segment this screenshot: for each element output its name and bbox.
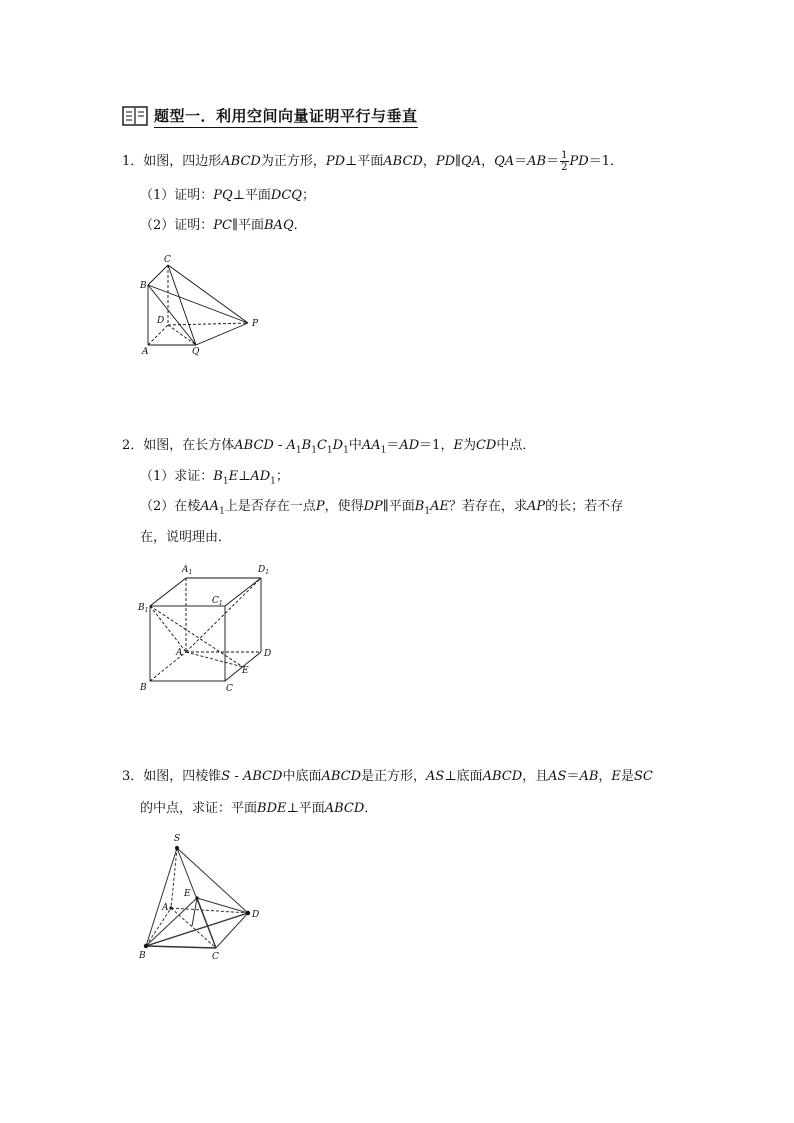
label-A1: $A_1$ <box>182 565 193 576</box>
problem-3-statement-cont: 的中点，求证：平面BDE⊥平面ABCD． <box>140 801 378 816</box>
label-B: B <box>140 683 147 693</box>
label-Q: Q <box>192 347 200 357</box>
label-E: E <box>184 889 191 899</box>
fraction-half: $\frac{1}{2}$ <box>561 150 568 173</box>
label-B1: $B_1$ <box>138 603 149 614</box>
problem-2-part-2: （2）在棱$AA_1$上是否存在一点P，使得DP∥平面$B_1AE$？若存在，求AP的长；若不存 <box>140 499 624 517</box>
section-heading <box>122 104 418 128</box>
label-C1: $C_1$ <box>212 596 223 607</box>
label-C: C <box>164 255 171 265</box>
problem-1-part-1: （1）证明：PQ⊥平面DCQ； <box>140 188 315 203</box>
problem-2-figure <box>136 560 286 696</box>
problem-2-statement: 2．如图，在长方体ABCD - $A_1B_1C_1D_1$中$AA_1=AD=1$，E为CD中点． <box>122 438 536 456</box>
problem-1-statement: 1．如图，四边形ABCD为正方形，PD⊥平面ABCD，PD∥QA，QA＝AB＝ $\frac{1}{2}$ PD＝1． <box>122 150 623 173</box>
label-A: A <box>176 648 183 658</box>
label-D1: $D_1$ <box>258 565 270 576</box>
problem-3-statement: 3．如图，四棱锥S - ABCD中底面ABCD是正方形，AS⊥底面ABCD，且AS＝AB，E是SC <box>122 769 653 784</box>
problem-1-part-2: （2）证明：PC∥平面BAQ． <box>140 218 307 233</box>
label-B: B <box>140 281 147 291</box>
label-D: D <box>264 649 272 659</box>
problem-2-part-2-cont: 在，说明理由． <box>140 530 232 545</box>
label-B: B <box>139 951 146 961</box>
problem-1-figure <box>136 250 276 360</box>
book-icon <box>122 105 148 127</box>
section-title: 题型一．利用空间向量证明平行与垂直 <box>154 105 418 128</box>
label-A: A <box>162 903 169 913</box>
label-E: E <box>242 666 249 676</box>
problem-3-figure <box>134 830 274 966</box>
label-C: C <box>212 952 219 962</box>
label-C: C <box>226 684 233 694</box>
label-A: A <box>142 347 149 357</box>
label-P: P <box>252 319 259 329</box>
label-D: D <box>252 910 260 920</box>
problem-2-part-1: （1）求证：$B_1E\perp AD_1$； <box>140 469 289 487</box>
label-S: S <box>174 834 181 844</box>
label-D: D <box>157 316 165 326</box>
